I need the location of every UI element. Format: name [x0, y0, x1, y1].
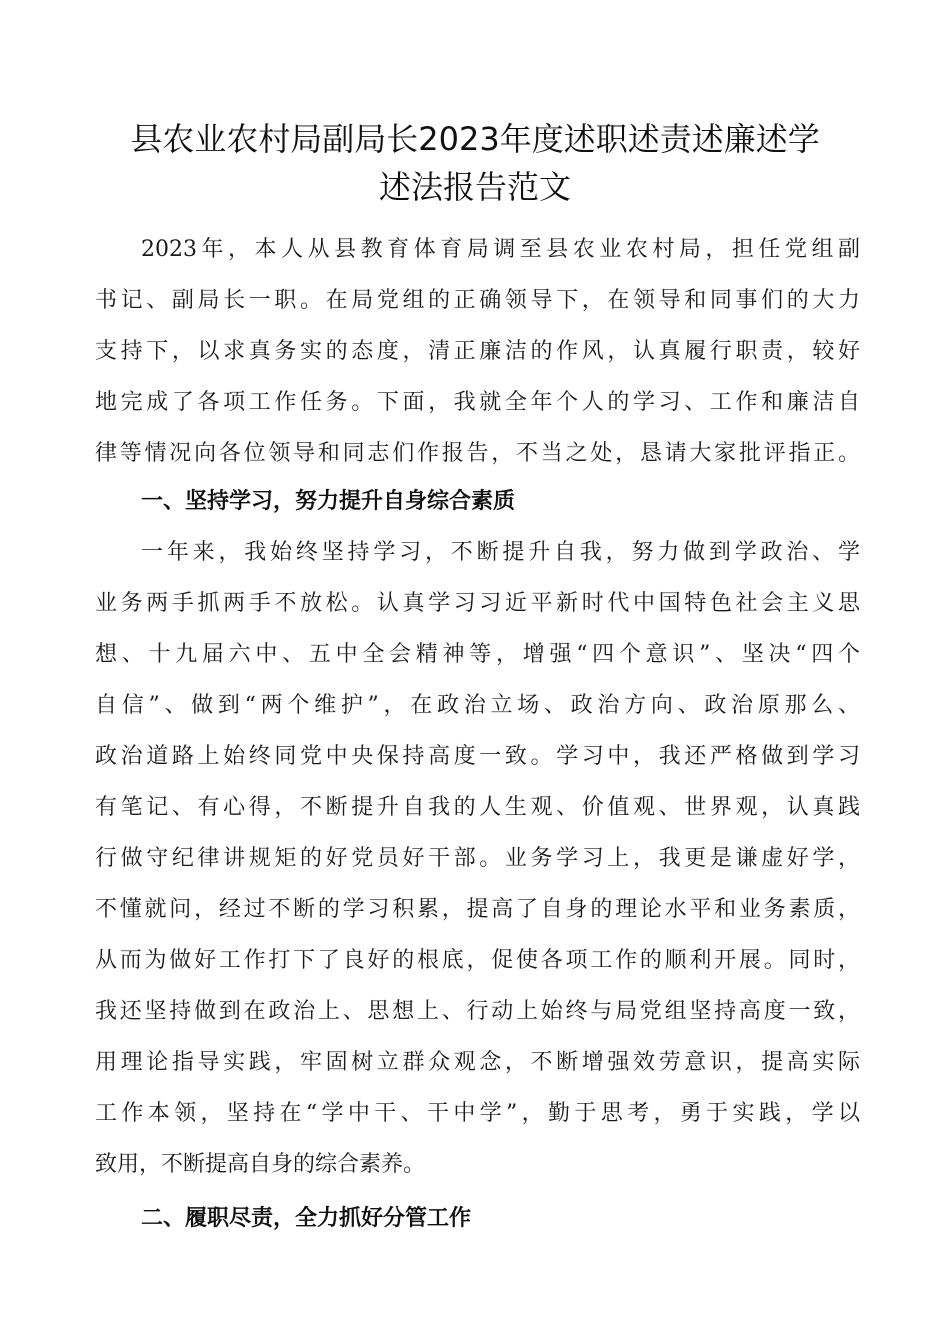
section-1-heading: 一、坚持学习，努力提升自身综合素质: [141, 489, 516, 514]
section-1-line: 有笔记、有心得，不断提升自我的人生观、价值观、世界观，认真践: [95, 795, 860, 820]
section-1-line: 用理论指导实践，牢固树立群众观念，不断增强效劳意识，提高实际: [95, 1050, 860, 1075]
intro-line: 支持下，以求真务实的态度，清正廉洁的作风，认真履行职责，较好: [95, 339, 860, 364]
section-1-line: 想、十九届六中、五中全会精神等，增强“四个意识”、坚决“四个: [95, 642, 860, 667]
intro-line: 地完成了各项工作任务。下面，我就全年个人的学习、工作和廉洁自: [95, 390, 860, 415]
section-1-line: 政治道路上始终同党中央保持高度一致。学习中，我还严格做到学习: [95, 744, 860, 769]
section-1-line: 不懂就问，经过不断的学习积累，提高了自身的理论水平和业务素质，: [95, 897, 860, 922]
document-title-line-2: 述法报告范文: [378, 168, 571, 206]
section-1-line: 从而为做好工作打下了良好的根底，促使各项工作的顺利开展。同时，: [95, 948, 860, 973]
section-1-line: 我还坚持做到在政治上、思想上、行动上始终与局党组坚持高度一致，: [95, 999, 860, 1024]
section-1-line: 工作本领，坚持在“学中干、干中学”，勤于思考，勇于实践，学以: [95, 1101, 860, 1126]
intro-line: 2023年，本人从县教育体育局调至县农业农村局，担任党组副: [141, 237, 860, 262]
section-1-line: 业务两手抓两手不放松。认真学习习近平新时代中国特色社会主义思: [95, 591, 860, 616]
intro-line: 律等情况向各位领导和同志们作报告，不当之处，恳请大家批评指正。: [95, 441, 860, 466]
intro-line: 书记、副局长一职。在局党组的正确领导下，在领导和同事们的大力: [95, 288, 860, 313]
section-1-line: 致用，不断提高自身的综合素养。: [95, 1152, 426, 1177]
section-1-line: 自信”、做到“两个维护”，在政治立场、政治方向、政治原那么、: [95, 693, 860, 718]
section-1-line: 行做守纪律讲规矩的好党员好干部。业务学习上，我更是谦虚好学，: [95, 846, 860, 871]
document-title-line-1: 县农业农村局副局长2023年度述职述责述廉述学: [130, 120, 820, 158]
section-1-line: 一年来，我始终坚持学习，不断提升自我，努力做到学政治、学: [141, 540, 860, 565]
section-2-heading: 二、履职尽责，全力抓好分管工作: [141, 1206, 472, 1231]
